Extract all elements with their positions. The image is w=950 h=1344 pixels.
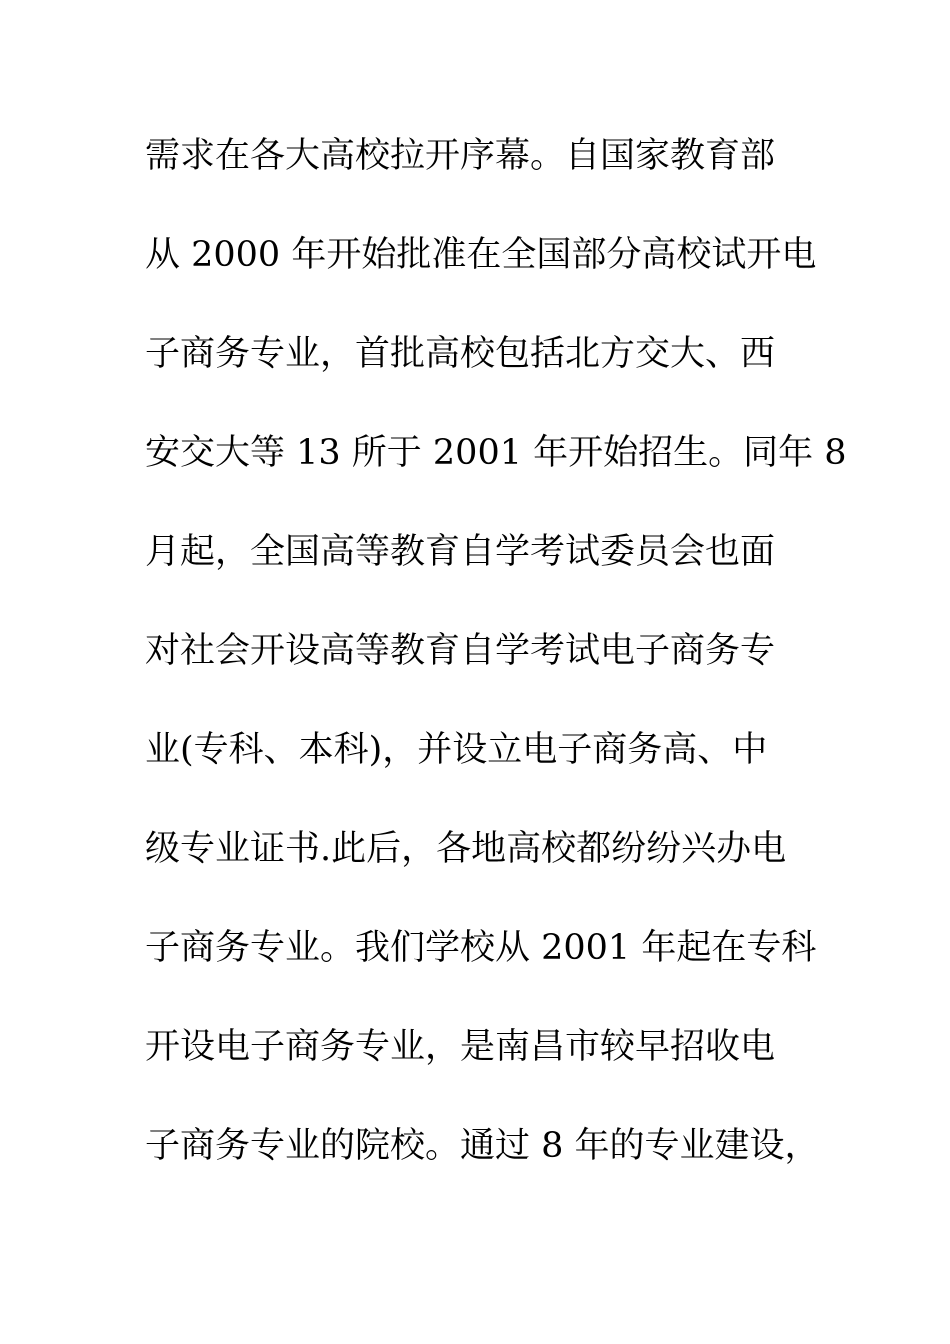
- text-line: 从 2000 年开始批准在全国部分高校试开电: [145, 235, 817, 275]
- text-line: 子商务专业的院校。通过 8 年的专业建设，: [145, 1126, 820, 1166]
- text-line: 安交大等 13 所于 2001 年开始招生。同年 8: [145, 433, 847, 473]
- text-line: 对社会开设高等教育自学考试电子商务专: [145, 631, 776, 671]
- text-line: 业(专科、本科)，并设立电子商务高、中: [145, 730, 768, 770]
- text-line: 子商务专业。我们学校从 2001 年起在专科: [145, 928, 817, 968]
- text-line: 开设电子商务专业，是南昌市较早招收电: [145, 1027, 776, 1067]
- text-line: 需求在各大高校拉开序幕。自国家教育部: [145, 136, 776, 176]
- body-text: [145, 128, 847, 1217]
- text-line: 级专业证书.此后，各地高校都纷纷兴办电: [145, 829, 787, 869]
- text-line: 子商务专业，首批高校包括北方交大、西: [145, 334, 776, 374]
- text-line: 月起，全国高等教育自学考试委员会也面: [145, 532, 776, 572]
